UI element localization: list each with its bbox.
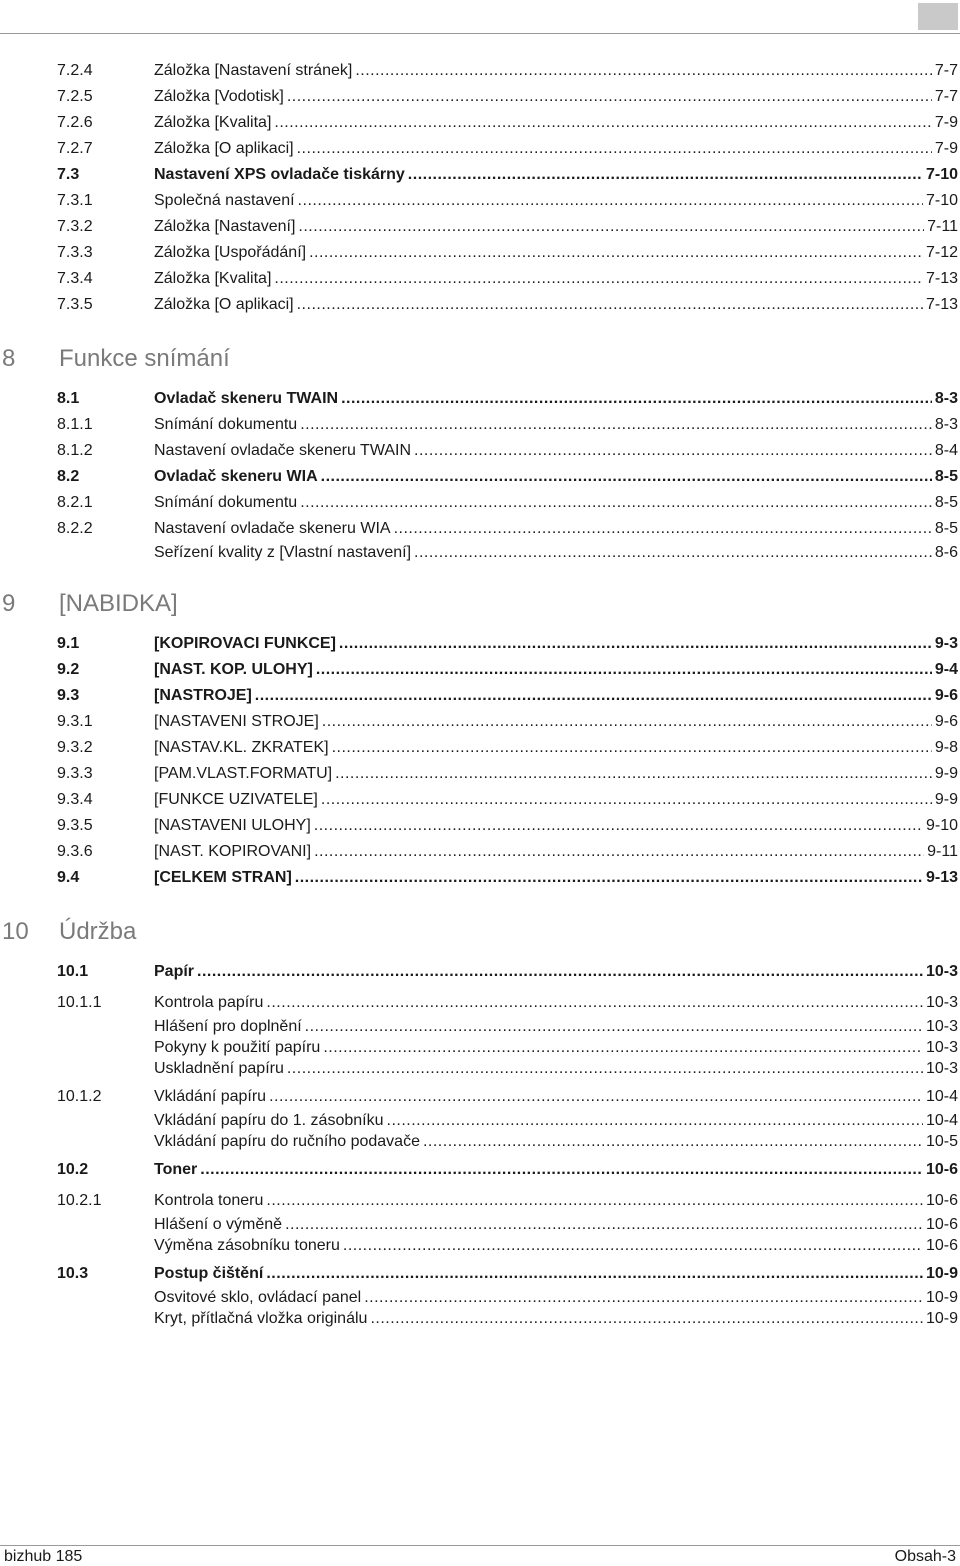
entry-number: 9.3.1: [57, 713, 93, 730]
entry-number: 9.4: [57, 869, 80, 886]
entry-title: [NAST. KOPIROVANI]: [154, 843, 312, 860]
entry-line: [154, 292, 958, 318]
toc-entry[interactable]: [0, 464, 960, 490]
entry-line: [154, 490, 958, 516]
entry-line: [154, 110, 958, 136]
entry-line: [154, 1261, 958, 1287]
entry-number: 10.2: [57, 1161, 89, 1178]
toc-entry[interactable]: [0, 542, 960, 563]
toc-entry[interactable]: [0, 735, 960, 761]
toc-entry[interactable]: [0, 412, 960, 438]
chapter-number: 9: [2, 590, 16, 617]
entry-title: Nastavení ovladače skeneru TWAIN: [154, 442, 412, 459]
toc-entry[interactable]: [0, 1157, 960, 1183]
dot-leader: [341, 386, 932, 412]
entry-number: 9.3.4: [57, 791, 93, 808]
entry-page: 10-3: [925, 994, 958, 1011]
entry-number: 10.3: [57, 1265, 89, 1282]
entry-title: [CELKEM STRAN]: [154, 869, 292, 886]
entry-line: [154, 709, 958, 735]
entry-line: [154, 631, 958, 657]
entry-page: 7-10: [925, 192, 958, 209]
entry-page: 8-5: [934, 520, 958, 537]
entry-line: [154, 1235, 958, 1256]
entry-title: Nastavení ovladače skeneru WIA: [154, 520, 391, 537]
toc-entry[interactable]: [0, 516, 960, 542]
dot-leader: [423, 1131, 923, 1152]
entry-line: [154, 136, 958, 162]
entry-line: [154, 1058, 958, 1079]
dot-leader: [355, 58, 932, 84]
entry-line: [154, 412, 958, 438]
dot-leader: [200, 1157, 923, 1183]
entry-title: Toner: [154, 1161, 198, 1178]
entry-title: [NAST. KOP. ULOHY]: [154, 661, 313, 678]
entry-title: Záložka [Vodotisk]: [154, 88, 284, 105]
dot-leader: [269, 1084, 923, 1110]
page-corner-tab: [918, 3, 958, 30]
dot-leader: [414, 438, 932, 464]
entry-page: 10-3: [925, 1060, 958, 1077]
entry-page: 10-9: [925, 1265, 958, 1282]
entry-number: 9.3: [57, 687, 80, 704]
entry-number: 9.3.2: [57, 739, 93, 756]
entry-line: [154, 516, 958, 542]
footer-rule: [0, 1545, 960, 1546]
toc-entry[interactable]: [0, 1110, 960, 1131]
toc-entry[interactable]: [0, 266, 960, 292]
entry-number: 8.1: [57, 390, 80, 407]
dot-leader: [309, 240, 923, 266]
entry-title: Vkládání papíru do 1. zásobníku: [154, 1112, 384, 1129]
header-rule: [0, 33, 960, 34]
dot-leader: [197, 959, 923, 985]
entry-title: Kontrola toneru: [154, 1192, 264, 1209]
entry-title: Vkládání papíru do ručního podavače: [154, 1133, 420, 1150]
toc-entry[interactable]: [0, 240, 960, 266]
dot-leader: [343, 1235, 923, 1256]
entry-number: 9.3.3: [57, 765, 93, 782]
footer-product-name: bizhub 185: [4, 1548, 83, 1565]
entry-page: 9-11: [927, 843, 958, 860]
entry-page: 10-6: [925, 1237, 958, 1254]
entry-number: 9.3.6: [57, 843, 93, 860]
entry-title: Ovladač skeneru WIA: [154, 468, 318, 485]
toc-entry[interactable]: [0, 386, 960, 412]
dot-leader: [297, 136, 932, 162]
entry-title: [KOPIROVACI FUNKCE]: [154, 635, 336, 652]
toc-entry[interactable]: [0, 1287, 960, 1308]
dot-leader: [321, 464, 932, 490]
entry-page: 7-11: [927, 218, 958, 235]
toc-entry[interactable]: [0, 761, 960, 787]
dot-leader: [266, 1188, 923, 1214]
dot-leader: [274, 266, 923, 292]
entry-line: [154, 240, 958, 266]
dot-leader: [266, 990, 923, 1016]
entry-number: 7.2.5: [57, 88, 93, 105]
entry-page: 10-3: [925, 1039, 958, 1056]
entry-line: [154, 839, 958, 865]
entry-line: [154, 865, 958, 891]
dot-leader: [305, 1016, 923, 1037]
toc-entry[interactable]: [0, 1131, 960, 1152]
toc-entry[interactable]: [0, 438, 960, 464]
chapter-heading: [0, 587, 960, 621]
chapter-title: Údržba: [59, 918, 137, 945]
entry-page: 10-9: [925, 1310, 958, 1327]
toc-entry[interactable]: [0, 959, 960, 985]
entry-line: [154, 657, 958, 683]
toc-entry[interactable]: [0, 84, 960, 110]
toc-entry[interactable]: [0, 1261, 960, 1287]
toc-entry[interactable]: [0, 865, 960, 891]
entry-page: 10-5: [925, 1133, 958, 1150]
dot-leader: [321, 787, 932, 813]
dot-leader: [316, 657, 932, 683]
chapter-heading: [0, 342, 960, 376]
dot-leader: [335, 761, 932, 787]
entry-page: 9-10: [925, 817, 958, 834]
toc-entry[interactable]: [0, 709, 960, 735]
entry-page: 9-6: [934, 713, 958, 730]
entry-title: [NASTAV.KL. ZKRATEK]: [154, 739, 329, 756]
entry-title: Snímání dokumentu: [154, 494, 298, 511]
entry-page: 8-5: [934, 494, 958, 511]
entry-line: [154, 959, 958, 985]
entry-title: Hlášení o výměně: [154, 1216, 283, 1233]
toc-entry[interactable]: [0, 787, 960, 813]
entry-title: Společná nastavení: [154, 192, 295, 209]
entry-number: 7.3.1: [57, 192, 93, 209]
entry-title: Vkládání papíru: [154, 1088, 267, 1105]
dot-leader: [414, 542, 932, 563]
entry-title: Záložka [O aplikaci]: [154, 140, 294, 157]
dot-leader: [300, 490, 932, 516]
entry-line: [154, 1214, 958, 1235]
entry-line: [154, 813, 958, 839]
dot-leader: [364, 1287, 923, 1308]
entry-line: [154, 84, 958, 110]
entry-page: 8-4: [934, 442, 958, 459]
dot-leader: [274, 110, 931, 136]
entry-number: 10.1.2: [57, 1088, 102, 1105]
chapter-heading: [0, 915, 960, 949]
dot-leader: [408, 162, 923, 188]
dot-leader: [295, 865, 923, 891]
dot-leader: [394, 516, 932, 542]
entry-line: [154, 1157, 958, 1183]
entry-page: 9-9: [934, 765, 958, 782]
entry-line: [154, 1016, 958, 1037]
entry-number: 10.1: [57, 963, 89, 980]
entry-number: 7.2.7: [57, 140, 93, 157]
entry-page: 8-3: [934, 416, 958, 433]
toc-entry[interactable]: [0, 136, 960, 162]
entry-page: 7-13: [925, 296, 958, 313]
entry-page: 7-9: [934, 114, 958, 131]
entry-page: 10-6: [925, 1161, 958, 1178]
toc-entry[interactable]: [0, 490, 960, 516]
entry-page: 10-4: [925, 1112, 958, 1129]
dot-leader: [314, 813, 923, 839]
footer-page-number: Obsah-3: [894, 1548, 956, 1565]
entry-title: Snímání dokumentu: [154, 416, 298, 433]
entry-line: [154, 162, 958, 188]
entry-title: Nastavení XPS ovladače tiskárny: [154, 166, 405, 183]
entry-number: 7.3.2: [57, 218, 93, 235]
toc-entry[interactable]: [0, 1058, 960, 1079]
entry-number: 8.1.2: [57, 442, 93, 459]
toc-entry[interactable]: [0, 657, 960, 683]
entry-title: [FUNKCE UZIVATELE]: [154, 791, 318, 808]
dot-leader: [287, 84, 932, 110]
entry-number: 10.2.1: [57, 1192, 102, 1209]
entry-page: 9-9: [934, 791, 958, 808]
entry-number: 9.2: [57, 661, 80, 678]
entry-line: [154, 386, 958, 412]
entry-title: Postup čištění: [154, 1265, 264, 1282]
entry-page: 9-13: [925, 869, 958, 886]
entry-line: [154, 438, 958, 464]
entry-page: 10-6: [925, 1216, 958, 1233]
entry-number: 7.3: [57, 166, 80, 183]
dot-leader: [323, 1037, 923, 1058]
toc-entry[interactable]: [0, 162, 960, 188]
entry-number: 7.2.4: [57, 62, 93, 79]
entry-page: 7-12: [925, 244, 958, 261]
entry-number: 8.2.2: [57, 520, 93, 537]
toc-entry[interactable]: [0, 214, 960, 240]
entry-page: 10-3: [925, 1018, 958, 1035]
table-of-contents: [0, 58, 960, 1329]
dot-leader: [266, 1261, 923, 1287]
entry-line: [154, 787, 958, 813]
entry-title: Papír: [154, 963, 195, 980]
entry-line: [154, 464, 958, 490]
entry-line: [154, 188, 958, 214]
entry-page: 8-5: [934, 468, 958, 485]
entry-title: [NASTROJE]: [154, 687, 252, 704]
toc-entry[interactable]: [0, 839, 960, 865]
entry-title: [NASTAVENI ULOHY]: [154, 817, 311, 834]
entry-page: 10-6: [925, 1192, 958, 1209]
toc-entry[interactable]: [0, 1235, 960, 1256]
entry-title: Kryt, přítlačná vložka originálu: [154, 1310, 368, 1327]
entry-page: 9-4: [934, 661, 958, 678]
entry-number: 7.3.4: [57, 270, 93, 287]
entry-title: Záložka [O aplikaci]: [154, 296, 294, 313]
chapter-title: [NABIDKA]: [59, 590, 178, 617]
toc-entry[interactable]: [0, 1188, 960, 1214]
entry-number: 10.1.1: [57, 994, 102, 1011]
entry-line: [154, 1084, 958, 1110]
entry-title: Seřízení kvality z [Vlastní nastavení]: [154, 544, 412, 561]
entry-line: [154, 1308, 958, 1329]
toc-entry[interactable]: [0, 1037, 960, 1058]
entry-line: [154, 1037, 958, 1058]
dot-leader: [322, 709, 932, 735]
entry-line: [154, 990, 958, 1016]
entry-line: [154, 761, 958, 787]
entry-page: 10-4: [925, 1088, 958, 1105]
toc-entry[interactable]: [0, 188, 960, 214]
entry-page: 8-6: [934, 544, 958, 561]
entry-title: Pokyny k použití papíru: [154, 1039, 321, 1056]
toc-entry[interactable]: [0, 813, 960, 839]
entry-line: [154, 1188, 958, 1214]
dot-leader: [339, 631, 932, 657]
entry-page: 9-8: [934, 739, 958, 756]
entry-page: 7-10: [925, 166, 958, 183]
entry-line: [154, 542, 958, 563]
entry-page: 9-3: [934, 635, 958, 652]
entry-number: 8.2: [57, 468, 80, 485]
toc-entry[interactable]: [0, 1214, 960, 1235]
entry-title: [PAM.VLAST.FORMATU]: [154, 765, 333, 782]
toc-entry[interactable]: [0, 1308, 960, 1329]
entry-title: Záložka [Kvalita]: [154, 114, 272, 131]
chapter-title: Funkce snímání: [59, 345, 230, 372]
entry-page: 7-7: [934, 88, 958, 105]
entry-number: 7.2.6: [57, 114, 93, 131]
entry-number: 8.1.1: [57, 416, 93, 433]
dot-leader: [255, 683, 932, 709]
entry-page: 7-7: [934, 62, 958, 79]
toc-entry[interactable]: [0, 1084, 960, 1110]
entry-line: [154, 735, 958, 761]
toc-entry[interactable]: [0, 58, 960, 84]
entry-line: [154, 683, 958, 709]
entry-number: 9.1: [57, 635, 80, 652]
entry-number: 9.3.5: [57, 817, 93, 834]
entry-title: Výměna zásobníku toneru: [154, 1237, 340, 1254]
entry-title: Hlášení pro doplnění: [154, 1018, 302, 1035]
entry-page: 7-13: [925, 270, 958, 287]
entry-number: 7.3.3: [57, 244, 93, 261]
toc-entry[interactable]: [0, 110, 960, 136]
chapter-number: 10: [2, 918, 29, 945]
toc-entry[interactable]: [0, 292, 960, 318]
toc-entry[interactable]: [0, 683, 960, 709]
dot-leader: [297, 292, 923, 318]
dot-leader: [314, 839, 924, 865]
entry-page: 9-6: [934, 687, 958, 704]
entry-title: Ovladač skeneru TWAIN: [154, 390, 339, 407]
entry-title: Kontrola papíru: [154, 994, 264, 1011]
entry-page: 10-3: [925, 963, 958, 980]
toc-entry[interactable]: [0, 1016, 960, 1037]
entry-number: 8.2.1: [57, 494, 93, 511]
entry-title: Uskladnění papíru: [154, 1060, 284, 1077]
entry-title: Osvitové sklo, ovládací panel: [154, 1289, 362, 1306]
dot-leader: [285, 1214, 923, 1235]
entry-line: [154, 214, 958, 240]
entry-line: [154, 266, 958, 292]
chapter-number: 8: [2, 345, 16, 372]
toc-entry[interactable]: [0, 631, 960, 657]
dot-leader: [287, 1058, 923, 1079]
dot-leader: [387, 1110, 923, 1131]
entry-page: 10-9: [925, 1289, 958, 1306]
entry-page: 8-3: [934, 390, 958, 407]
entry-title: Záložka [Kvalita]: [154, 270, 272, 287]
entry-number: 7.3.5: [57, 296, 93, 313]
entry-title: Záložka [Nastavení stránek]: [154, 62, 353, 79]
dot-leader: [298, 214, 924, 240]
entry-line: [154, 1131, 958, 1152]
toc-entry[interactable]: [0, 990, 960, 1016]
dot-leader: [298, 188, 923, 214]
entry-title: [NASTAVENI STROJE]: [154, 713, 319, 730]
entry-title: Záložka [Uspořádání]: [154, 244, 307, 261]
dot-leader: [370, 1308, 923, 1329]
dot-leader: [300, 412, 932, 438]
entry-line: [154, 1287, 958, 1308]
entry-line: [154, 1110, 958, 1131]
dot-leader: [332, 735, 932, 761]
entry-line: [154, 58, 958, 84]
entry-title: Záložka [Nastavení]: [154, 218, 296, 235]
entry-page: 7-9: [934, 140, 958, 157]
